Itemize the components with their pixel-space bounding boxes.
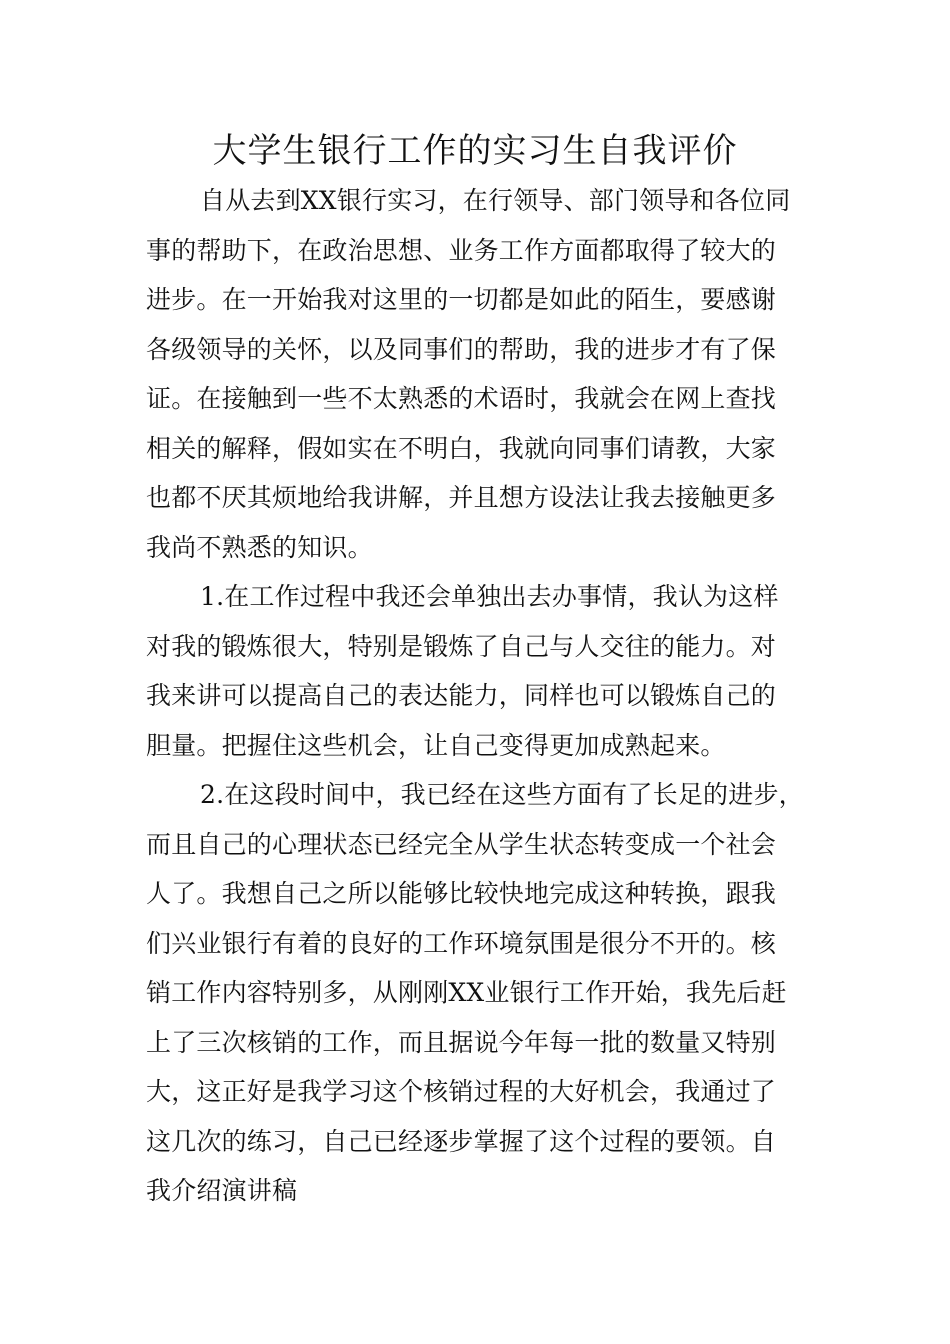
paragraph-line: 我介绍演讲稿 [146, 1176, 298, 1205]
paragraph-line: 胆量。把握住这些机会，让自己变得更加成熟起来。 [146, 730, 726, 760]
paragraph-line: 人了。我想自己之所以能够比较快地完成这种转换，跟我 [146, 879, 777, 908]
paragraph-line: 对我的锻炼很大，特别是锻炼了自己与人交往的能力。对 [146, 631, 777, 661]
paragraph-line: 证。在接触到一些不太熟悉的术语时，我就会在网上查找 [146, 384, 777, 413]
paragraph-line: 大，这正好是我学习这个核销过程的大好机会，我通过了 [146, 1077, 777, 1106]
paragraph-line: 1.在工作过程中我还会单独出去办事情，我认为这样 [200, 582, 779, 611]
paragraph-line: 我尚不熟悉的知识。 [146, 532, 373, 562]
paragraph-line: 上了三次核销的工作，而且据说今年每一批的数量又特别 [146, 1027, 777, 1057]
paragraph-line: 自从去到XX银行实习，在行领导、部门领导和各位同 [200, 186, 791, 215]
paragraph-line: 这几次的练习，自己已经逐步掌握了这个过程的要领。自 [146, 1126, 777, 1156]
paragraph-line: 2.在这段时间中，我已经在这些方面有了长足的进步， [200, 780, 804, 809]
paragraph-line: 事的帮助下，在政治思想、业务工作方面都取得了较大的 [146, 235, 777, 265]
document-title: 大学生银行工作的实习生自我评价 [212, 131, 738, 171]
paragraph-line: 销工作内容特别多，从刚刚XX业银行工作开始，我先后赶 [146, 978, 787, 1007]
paragraph-line: 各级领导的关怀，以及同事们的帮助，我的进步才有了保 [146, 334, 777, 364]
paragraph-line: 们兴业银行有着的良好的工作环境氛围是很分不开的。核 [146, 928, 777, 958]
paragraph-line: 进步。在一开始我对这里的一切都是如此的陌生，要感谢 [146, 285, 777, 314]
document-body [146, 176, 828, 1216]
paragraph-line: 我来讲可以提高自己的表达能力，同样也可以锻炼自己的 [146, 681, 777, 710]
paragraph-line: 而且自己的心理状态已经完全从学生状态转变成一个社会 [146, 829, 777, 859]
paragraph-line: 相关的解释，假如实在不明白，我就向同事们请教，大家 [146, 433, 777, 463]
paragraph-line: 也都不厌其烦地给我讲解，并且想方设法让我去接触更多 [146, 483, 777, 512]
